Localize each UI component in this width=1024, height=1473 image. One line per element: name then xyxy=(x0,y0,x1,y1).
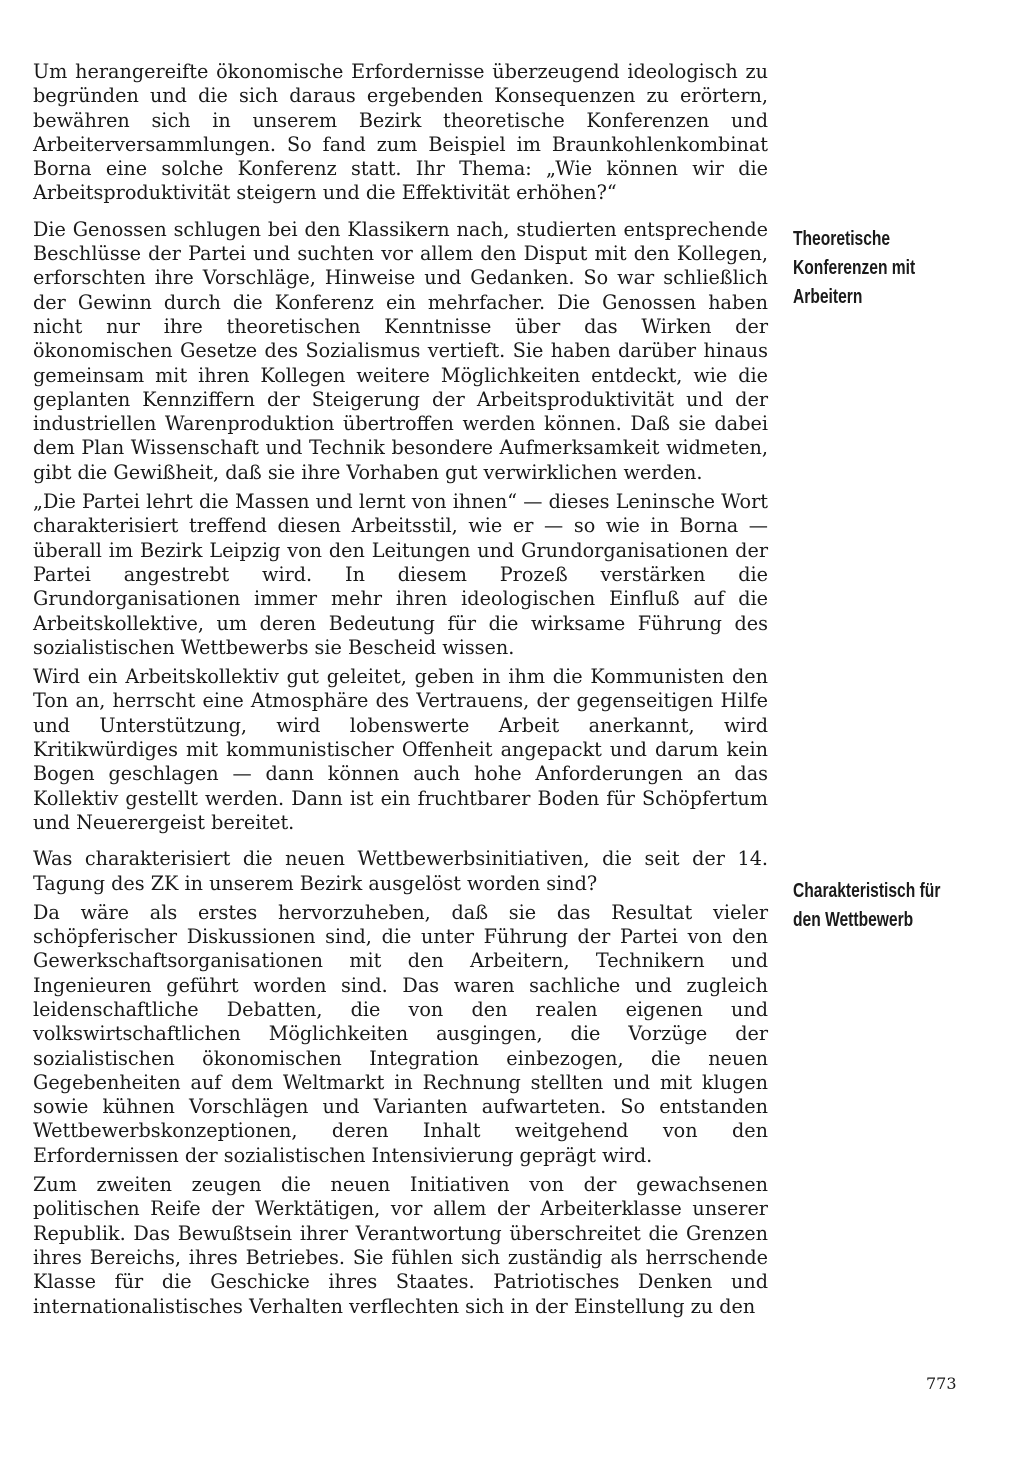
paragraph-7: Zum zweiten zeugen die neuen Initiativen von der gewachsenen politischen Reife der Werktätigen, vor allem der Arbeiterklasse unserer Republik. Das Bewußtsein ihrer Verantwortung überschreitet die Grenzen ihres Bereichs, ihres Betriebes. Sie fühlen sich zuständig als herrschende Klasse für die Geschicke ihres Staates. Patriotisches Denken und internationalistisches Verhalten verflechten sich in der Einstellung zu den xyxy=(33,1173,768,1318)
paragraph-5: Was charakterisiert die neuen Wettbewerbsinitiativen, die seit der 14. Tagung des ZK in unserem Bezirk ausgelöst worden sind? xyxy=(33,847,768,895)
paragraph-1: Um herangereifte ökonomische Erfordernisse überzeugend ideologisch zu begründen und die sich daraus ergebenden Konsequenzen zu erörtern, bewähren sich in unserem Bezirk theoretische Konferenzen und Arbeiterversammlungen. So fand zum Beispiel im Braunkohlenkombinat Borna eine solche Konferenz statt. Ihr Thema: „Wie können wir die Arbeitsproduktivität steigern und die Effektivität erhöhen?“ xyxy=(33,60,768,205)
paragraph-6: Da wäre als erstes hervorzuheben, daß sie das Resultat vieler schöpferischer Diskussionen sind, die unter Führung der Partei von den Gewerkschaftsorganisationen mit den Arbeitern, Technikern und Ingenieuren geführt worden sind. Das waren sachliche und zugleich leidenschaftliche Debatten, die von den realen eigenen und volkswirtschaftlichen Möglichkeiten ausgingen, die Vorzüge der sozialistischen ökonomischen Integration einbezogen, die neuen Gegebenheiten auf dem Weltmarkt in Rechnung stellten und mit klugen sowie kühnen Vorschlägen und Varianten aufwarteten. So entstanden Wettbewerbskonzeptionen, deren Inhalt weitgehend von den Erfordernissen der sozialistischen Intensivierung geprägt wird. xyxy=(33,900,768,1167)
margin-note-charakteristisch-wettbewerb xyxy=(793,877,949,935)
paragraph-2: Die Genossen schlugen bei den Klassikern nach, studierten entsprechende Beschlüsse der Partei und suchten vor allem den Disput mit den Kollegen, erforschten ihre Vorschläge, Hinweise und Gedanken. So war schließlich der Gewinn durch die Konferenz ein mehrfacher. Die Genossen haben nicht nur ihre theoretischen Kenntnisse über das Wirken der ökonomischen Gesetze des Sozialismus vertieft. Sie haben darüber hinaus gemeinsam mit ihren Kollegen weitere Möglichkeiten entdeckt, wie die geplanten Kennziffern der Steigerung der Arbeitsproduktivität und der industriellen Warenproduktion übertroffen werden können. Daß sie dabei dem Plan Wissenschaft und Technik besondere Aufmerksamkeit widmeten, gibt die Gewißheit, daß sie ihre Vorhaben gut verwirklichen werden. xyxy=(33,217,768,484)
paragraph-3: „Die Partei lehrt die Massen und lernt von ihnen“ — dieses Leninsche Wort charakterisiert treffend diesen Arbeitsstil, wie er — so wie in Borna — überall im Bezirk Leipzig von den Leitungen und Grundorganisationen der Partei angestrebt wird. In diesem Prozeß verstärken die Grundorganisationen immer mehr ihren ideologischen Einfluß auf die Arbeitskollektive, um deren Bedeutung für die wirksame Führung des sozialistischen Wettbewerbs sie Bescheid wissen. xyxy=(33,490,768,659)
paragraph-4: Wird ein Arbeitskollektiv gut geleitet, geben in ihm die Kommunisten den Ton an, herrscht eine Atmosphäre des Vertrauens, der gegenseitigen Hilfe und Unterstützung, wird lobenswerte Arbeit anerkannt, wird Kritikwürdiges mit kommunistischer Offenheit angepackt und darum kein Bogen geschlagen — dann können auch hohe Anforderungen an das Kollektiv gestellt werden. Dann ist ein fruchtbarer Boden für Schöpfertum und Neuerergeist bereitet. xyxy=(33,665,768,834)
main-text-column xyxy=(33,60,768,1319)
margin-note-line: Theoretische xyxy=(793,228,891,250)
margin-note-theoretische-konferenzen xyxy=(793,225,949,312)
margin-note-line: den Wettbewerb xyxy=(793,909,914,931)
margin-note-line: Charakteristisch für xyxy=(793,880,941,902)
page-number: 773 xyxy=(926,1374,957,1393)
margin-note-line: Arbeitern xyxy=(793,286,863,308)
margin-note-line: Konferenzen mit xyxy=(793,257,916,279)
